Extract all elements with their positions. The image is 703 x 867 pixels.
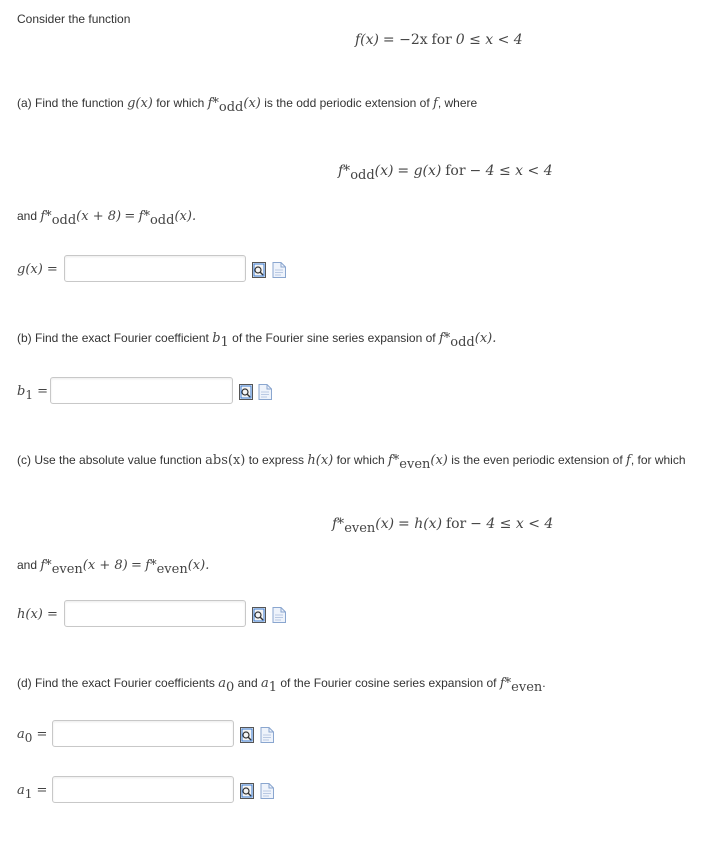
a1-answer-label	[17, 783, 47, 801]
for-word: for	[445, 516, 467, 532]
display-range: − 4 ≤ x < 4	[469, 163, 553, 179]
equals: =	[124, 209, 136, 224]
f-star: f*	[40, 558, 52, 573]
f-star: f*	[499, 676, 512, 691]
domain-range: 0 ≤ x < 4	[455, 32, 523, 48]
f-odd-symbol	[438, 331, 497, 350]
part-c-suffix-2: , for which	[630, 453, 686, 467]
a0-answer-input[interactable]	[52, 720, 234, 747]
periodic-rhs	[138, 209, 197, 228]
a1-subscript: 1	[268, 680, 278, 695]
even-subscript: even	[511, 680, 543, 695]
part-c-suffix-1: is the even periodic extension of	[451, 453, 623, 467]
a0-symbol	[218, 676, 235, 695]
and-text: and	[17, 209, 38, 223]
f-even-display	[332, 516, 395, 536]
part-a-suffix-2: , where	[437, 96, 478, 110]
f-odd-arg: (x)	[243, 96, 261, 111]
part-c-mid-2: for which	[336, 453, 385, 467]
equals: =	[36, 783, 48, 798]
a-letter: a	[17, 727, 25, 742]
display-rhs: = g(x)	[397, 163, 442, 179]
formula-preview-icon[interactable]	[252, 607, 266, 623]
abs-symbol: abs(x)	[205, 453, 246, 468]
even-subscript: even	[399, 457, 431, 472]
equals: =	[37, 384, 49, 399]
b-letter: b	[212, 331, 221, 346]
a0-subscript: 0	[24, 731, 33, 745]
f-arg: (x)	[430, 453, 448, 468]
function-definition	[355, 31, 523, 48]
b1-answer-input[interactable]	[50, 377, 233, 404]
part-a-periodic	[17, 209, 196, 228]
equals: =	[131, 558, 142, 573]
periodic-lhs	[40, 558, 128, 577]
function-rhs: = −2x	[382, 32, 428, 48]
display-range: − 4 ≤ x < 4	[470, 516, 554, 532]
intro-text: Consider the function	[17, 12, 131, 26]
a-letter: a	[260, 676, 269, 691]
part-b-suffix: of the Fourier sine series expansion of	[232, 331, 436, 345]
and-word: and	[237, 676, 258, 690]
g-answer-input[interactable]	[64, 255, 246, 282]
part-c-mid-1: to express	[248, 453, 305, 467]
a1-subscript: 1	[24, 787, 33, 801]
f-even-symbol	[387, 453, 448, 472]
b-subscript: 1	[25, 388, 33, 402]
part-d-prefix: (d) Find the exact Fourier coefficients	[17, 676, 215, 690]
g-answer-label: g(x) =	[17, 262, 58, 277]
h-answer-label: h(x) =	[17, 607, 58, 622]
and-text: and	[17, 558, 38, 572]
a1-answer-input[interactable]	[52, 776, 234, 803]
f-star: f*	[207, 96, 219, 111]
formula-preview-icon[interactable]	[240, 783, 254, 799]
g-symbol: g(x)	[127, 96, 153, 111]
rhs-arg: (x).	[187, 558, 210, 573]
for-word: for	[431, 32, 452, 48]
part-c-prefix: (c) Use the absolute value function	[17, 453, 202, 467]
lhs-arg: (x + 8)	[76, 209, 122, 224]
periodic-rhs	[145, 558, 210, 577]
odd-subscript: odd	[450, 335, 475, 350]
help-document-icon[interactable]	[272, 262, 286, 278]
b1-symbol	[212, 331, 229, 350]
f-star: f*	[40, 209, 52, 224]
part-b-prefix: (b) Find the exact Fourier coefficient	[17, 331, 209, 345]
odd-subscript: odd	[350, 168, 375, 183]
equals: =	[36, 727, 48, 742]
f-symbol: f	[433, 96, 438, 111]
f-symbol: f	[626, 453, 631, 468]
part-c-periodic	[17, 558, 209, 577]
for-word: for	[445, 163, 466, 179]
a1-symbol	[260, 676, 278, 695]
even-subscript: even	[51, 562, 83, 577]
part-a-suffix-1: is the odd periodic extension of	[264, 96, 430, 110]
even-subscript: even	[156, 562, 188, 577]
help-document-icon[interactable]	[260, 727, 274, 743]
display-arg: (x)	[374, 163, 394, 179]
part-a-prompt	[17, 96, 477, 115]
odd-subscript: odd	[51, 213, 77, 228]
a-letter: a	[17, 783, 25, 798]
formula-preview-icon[interactable]	[240, 727, 254, 743]
even-subscript: even	[344, 521, 376, 536]
help-document-icon[interactable]	[260, 783, 274, 799]
f-of-x: f(x)	[355, 32, 380, 48]
f-star: f*	[145, 558, 157, 573]
odd-subscript: odd	[149, 213, 175, 228]
rhs-arg: (x).	[174, 209, 197, 224]
f-star: f*	[438, 331, 451, 346]
part-b-prompt	[17, 331, 496, 350]
f-even-symbol	[499, 676, 543, 695]
odd-subscript: odd	[218, 100, 244, 115]
part-d-prompt	[17, 676, 546, 695]
f-odd-display	[338, 163, 394, 183]
formula-preview-icon[interactable]	[239, 384, 253, 400]
display-rhs: = h(x)	[398, 516, 443, 532]
part-c-display-eq	[332, 515, 553, 536]
display-arg: (x)	[375, 516, 395, 532]
part-c-prompt	[17, 453, 686, 472]
a-letter: a	[218, 676, 226, 691]
b-subscript: 1	[220, 335, 229, 350]
help-document-icon[interactable]	[272, 607, 286, 623]
a0-answer-label	[17, 727, 47, 745]
h-symbol: h(x)	[307, 453, 334, 468]
part-d-suffix: of the Fourier cosine series expansion of	[280, 676, 497, 690]
a0-subscript: 0	[225, 680, 235, 695]
f-star: f*	[387, 453, 400, 468]
lhs-arg: (x + 8)	[82, 558, 128, 573]
f-odd-symbol	[207, 96, 261, 115]
help-document-icon[interactable]	[258, 384, 272, 400]
part-d-end: .	[542, 676, 546, 690]
part-a-prefix: (a) Find the function	[17, 96, 124, 110]
b1-answer-label	[17, 384, 48, 402]
f-arg: (x).	[474, 331, 497, 346]
f-star: f*	[338, 163, 351, 179]
part-a-display-eq	[338, 162, 553, 183]
f-star: f*	[332, 516, 345, 532]
formula-preview-icon[interactable]	[252, 262, 266, 278]
f-star: f*	[138, 209, 150, 224]
h-answer-input[interactable]	[64, 600, 246, 627]
periodic-lhs	[40, 209, 122, 228]
part-a-mid: for which	[156, 96, 205, 110]
b-letter: b	[17, 384, 26, 399]
